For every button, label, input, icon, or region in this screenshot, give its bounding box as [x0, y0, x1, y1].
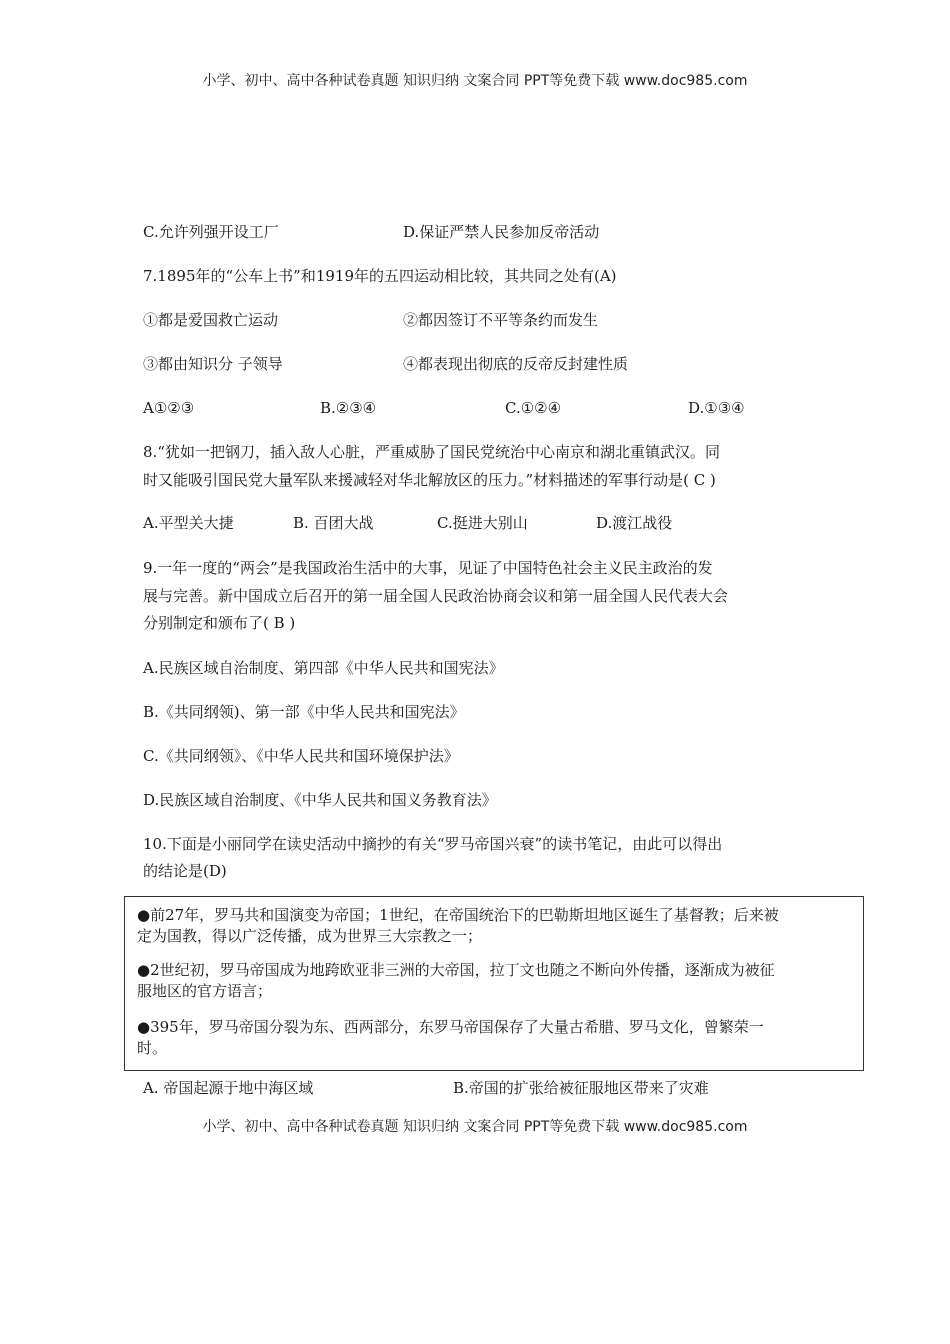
note-1-line-1: ●前27年，罗马共和国演变为帝国；1世纪，在帝国统治下的巴勒斯坦地区诞生了基督教；后来被 — [137, 906, 779, 924]
q7-item-4: ④都表现出彻底的反帝反封建性质 — [403, 355, 629, 373]
q8-option-b: B. 百团大战 — [293, 514, 374, 532]
q10-stem-line-2: 的结论是(D) — [143, 862, 227, 880]
q9-option-a: A.民族区域自治制度、第四部《中华人民共和国宪法》 — [143, 659, 504, 677]
q7-stem: 7.1895年的“公车上书”和1919年的五四运动相比较，其共同之处有(A) — [143, 267, 617, 285]
q9-option-c: C.《共同纲领》、《中华人民共和国环境保护法》 — [143, 747, 459, 765]
q7-item-3: ③都由知识分 子领导 — [143, 355, 283, 373]
note-2-line-2: 服地区的官方语言； — [137, 982, 273, 1000]
note-2-line-1: ●2世纪初，罗马帝国成为地跨欧亚非三洲的大帝国，拉丁文也随之不断向外传播，逐渐成为被征 — [137, 961, 775, 979]
q7-option-a: A①②③ — [143, 399, 195, 417]
note-3-line-1: ●395年，罗马帝国分裂为东、西两部分，东罗马帝国保存了大量古希腊、罗马文化，曾繁荣一 — [137, 1018, 764, 1036]
q9-stem-line-1: 9.一年一度的“两会”是我国政治生活中的大事，见证了中国特色社会主义民主政治的发 — [143, 559, 713, 577]
q8-option-c: C.挺进大别山 — [437, 514, 528, 532]
q8-stem-line-1: 8.“犹如一把钢刀，插入敌人心脏，严重威胁了国民党统治中心南京和湖北重镇武汉。同 — [143, 443, 720, 461]
q6-option-d: D.保证严禁人民参加反帝活动 — [403, 223, 600, 241]
q9-option-d: D.民族区域自治制度、《中华人民共和国义务教育法》 — [143, 791, 497, 809]
note-3-line-2: 时。 — [137, 1039, 168, 1057]
q7-item-2: ②都因签订不平等条约而发生 — [403, 311, 599, 329]
q8-option-a: A.平型关大捷 — [143, 514, 234, 532]
q6-option-c: C.允许列强开设工厂 — [143, 223, 279, 241]
page-footer: 小学、初中、高中各种试卷真题 知识归纳 文案合同 PPT等免费下载 www.doc985.com — [202, 1119, 748, 1135]
q9-stem-line-2: 展与完善。新中国成立后召开的第一届全国人民政治协商会议和第一届全国人民代表大会 — [143, 587, 729, 605]
q7-option-b: B.②③④ — [320, 399, 377, 417]
q8-stem-line-2: 时又能吸引国民党大量军队来援减轻对华北解放区的压力。”材料描述的军事行动是( C ) — [143, 471, 716, 489]
q7-item-1: ①都是爱国救亡运动 — [143, 311, 279, 329]
q7-option-d: D.①③④ — [688, 399, 745, 417]
q9-stem-line-3: 分别制定和颁布了( B ) — [143, 614, 296, 632]
q10-stem-line-1: 10.下面是小丽同学在读史活动中摘抄的有关“罗马帝国兴衰”的读书笔记，由此可以得出 — [143, 835, 723, 853]
q7-option-c: C.①②④ — [505, 399, 562, 417]
reading-notes-box — [124, 896, 864, 1071]
q10-option-b: B.帝国的扩张给被征服地区带来了灾难 — [453, 1079, 709, 1097]
note-1-line-2: 定为国教，得以广泛传播，成为世界三大宗教之一； — [137, 927, 483, 945]
q8-option-d: D.渡江战役 — [596, 514, 673, 532]
page-header: 小学、初中、高中各种试卷真题 知识归纳 文案合同 PPT等免费下载 www.doc985.com — [202, 73, 748, 89]
q9-option-b: B.《共同纲领)、第一部《中华人民共和国宪法》 — [143, 703, 465, 721]
q10-option-a: A. 帝国起源于地中海区域 — [143, 1079, 314, 1097]
